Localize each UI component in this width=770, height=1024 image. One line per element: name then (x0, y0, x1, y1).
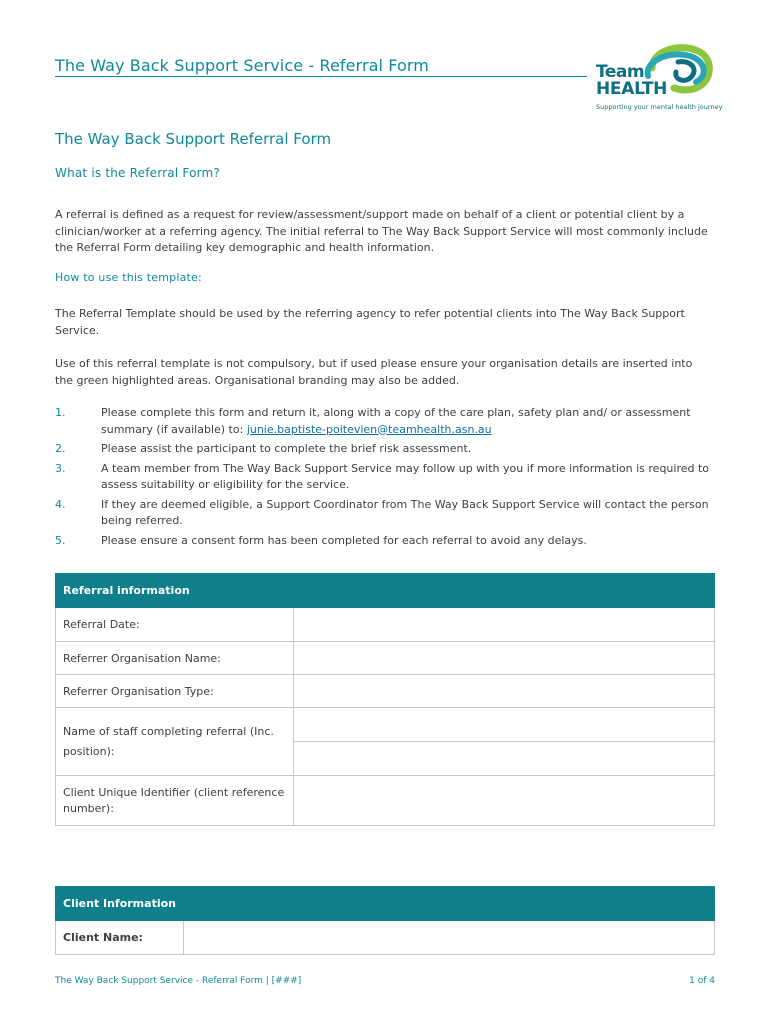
client-name-field[interactable] (184, 921, 715, 955)
section-heading-what-is: What is the Referral Form? (55, 166, 220, 180)
team-health-logo (594, 42, 723, 116)
field-label: Referrer Organisation Name: (56, 642, 294, 675)
client-table-header-fill (184, 887, 715, 921)
referrer-organisation-type-field[interactable] (294, 675, 715, 708)
list-number: 5. (55, 533, 66, 547)
field-label: Client Unique Identifier (client reference number): (56, 776, 294, 826)
footer-title: The Way Back Support Service - Referral Form | [###] (55, 976, 302, 986)
logo-tagline: Supporting your mental health journey (596, 103, 723, 111)
staff-name-field[interactable] (294, 708, 715, 742)
header-title: The Way Back Support Service - Referral Form (55, 56, 429, 75)
list-number: 3. (55, 461, 66, 475)
list-number: 4. (55, 497, 66, 511)
list-text: If they are deemed eligible, a Support Coordinator from The Way Back Support Service will contact the person being referred. (101, 497, 709, 527)
instructions-list (55, 405, 715, 552)
client-table-header: Client Information (56, 887, 184, 921)
page-number: 1 of 4 (689, 976, 715, 986)
client-information-table (55, 886, 715, 955)
list-number: 2. (55, 442, 66, 455)
list-item (55, 405, 715, 438)
client-unique-identifier-field[interactable] (294, 776, 715, 826)
field-label: Name of staff completing referral (Inc. position): (56, 708, 294, 776)
header-rule (55, 76, 587, 77)
list-text: A team member from The Way Back Support Service may follow up with you if more information is required to assess suitability or eligibility for the service. (101, 461, 710, 491)
list-item (55, 461, 715, 494)
email-link[interactable]: junie.baptiste-poitevien@teamhealth.asn.au (246, 422, 492, 436)
field-label: Referral Date: (56, 608, 294, 642)
template-optional-paragraph: Use of this referral template is not compulsory, but if used please ensure your organisation details are inserted into the green highlighted areas. Organisational branding may also be added. (55, 357, 693, 387)
list-text: Please complete this form and return it, along with a copy of the care plan, safety plan and/ or assessment summary (if available) to: (101, 406, 691, 436)
section-heading-how-to: How to use this template: (55, 271, 202, 284)
referral-information-table (55, 573, 715, 826)
field-label: Referrer Organisation Type: (56, 675, 294, 708)
intro-paragraph: A referral is defined as a request for review/assessment/support made on behalf of a client or potential client by a clinician/worker at a referring agency. The initial referral to The Way Back Support Service will most commonly include the Referral Form detailing key demographic and health information. (55, 208, 708, 254)
referral-date-field[interactable] (294, 608, 715, 642)
page-heading: The Way Back Support Referral Form (55, 130, 332, 148)
list-text: Please assist the participant to complete the brief risk assessment. (101, 442, 472, 455)
list-item (55, 533, 715, 550)
list-item (55, 497, 715, 530)
logo-word-team: Team (596, 62, 645, 82)
logo-word-health: HEALTH (596, 79, 668, 99)
referrer-organisation-name-field[interactable] (294, 642, 715, 675)
referral-table-header: Referral information (56, 574, 715, 608)
list-number: 1. (55, 406, 66, 419)
list-item (55, 441, 715, 458)
field-label: Client Name: (56, 921, 184, 955)
template-usage-paragraph: The Referral Template should be used by the referring agency to refer potential clients into The Way Back Support Service. (55, 307, 685, 337)
staff-position-field[interactable] (294, 742, 715, 776)
list-text: Please ensure a consent form has been completed for each referral to avoid any delays. (101, 533, 587, 547)
